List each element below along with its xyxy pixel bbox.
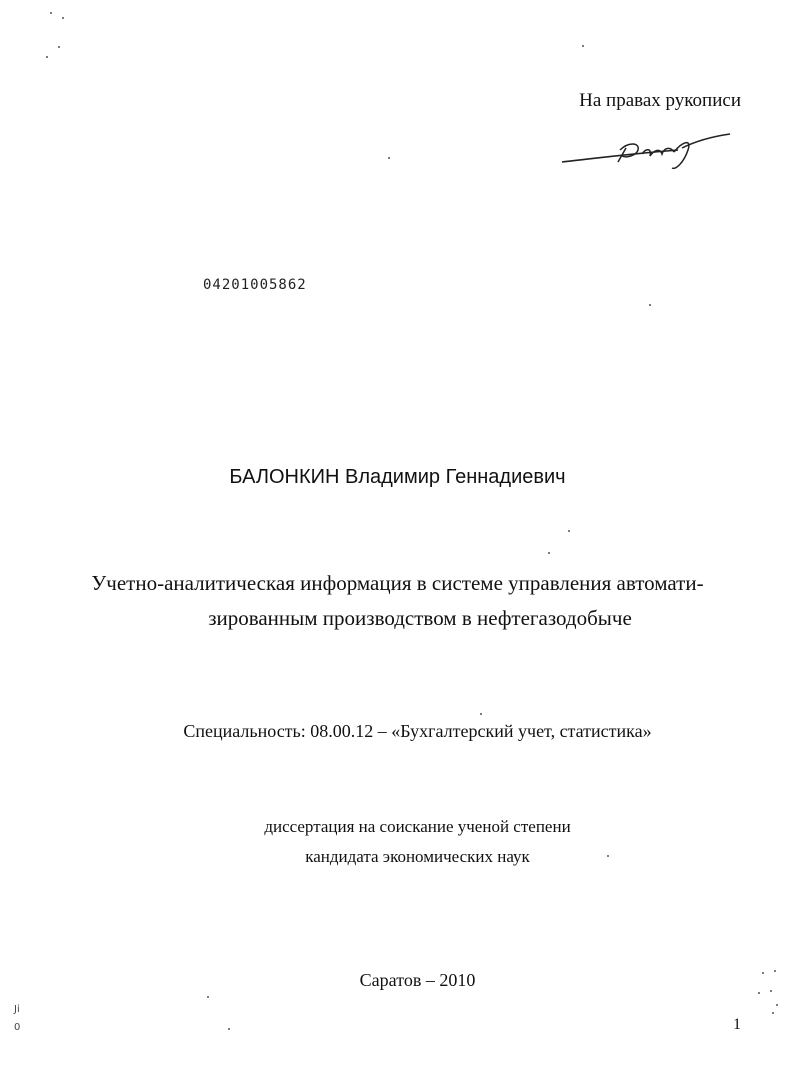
scan-speck: [228, 1028, 230, 1030]
edge-mark: Ji: [14, 1004, 20, 1015]
scan-speck: [774, 970, 776, 972]
scan-speck: [207, 996, 209, 998]
scan-speck: [548, 552, 550, 554]
scan-speck: [58, 46, 60, 48]
scan-speck: [649, 304, 651, 306]
handwritten-signature: [558, 128, 738, 172]
scan-speck: [50, 12, 52, 14]
city-year: Саратов – 2010: [359, 970, 476, 990]
scan-speck: [582, 45, 584, 47]
author-name: БАЛОНКИН Владимир Геннадиевич: [229, 466, 566, 488]
scan-speck: [762, 972, 764, 974]
scan-speck: [46, 56, 48, 58]
page-number: 1: [733, 1016, 741, 1033]
scan-speck: [388, 157, 390, 159]
title-line-1: Учетно-аналитическая информация в системе управления автомати-: [91, 571, 704, 595]
rights-notice: На правах рукописи: [579, 90, 741, 111]
scan-speck: [776, 1004, 778, 1006]
scan-speck: [568, 530, 570, 532]
scan-speck: [770, 990, 772, 992]
edge-mark: 0: [14, 1022, 21, 1033]
scan-speck: [480, 713, 482, 715]
scan-speck: [772, 1012, 774, 1014]
degree-line-2: кандидата экономических наук: [305, 847, 530, 866]
scan-speck: [607, 855, 609, 857]
scan-speck: [62, 17, 64, 19]
title-line-2: зированным производством в нефтегазодобыче: [208, 606, 632, 630]
specialty: Специальность: 08.00.12 – «Бухгалтерский учет, статистика»: [183, 721, 652, 741]
document-number: 04201005862: [203, 277, 307, 293]
degree-line-1: диссертация на соискание ученой степени: [264, 817, 571, 836]
scan-speck: [758, 992, 760, 994]
